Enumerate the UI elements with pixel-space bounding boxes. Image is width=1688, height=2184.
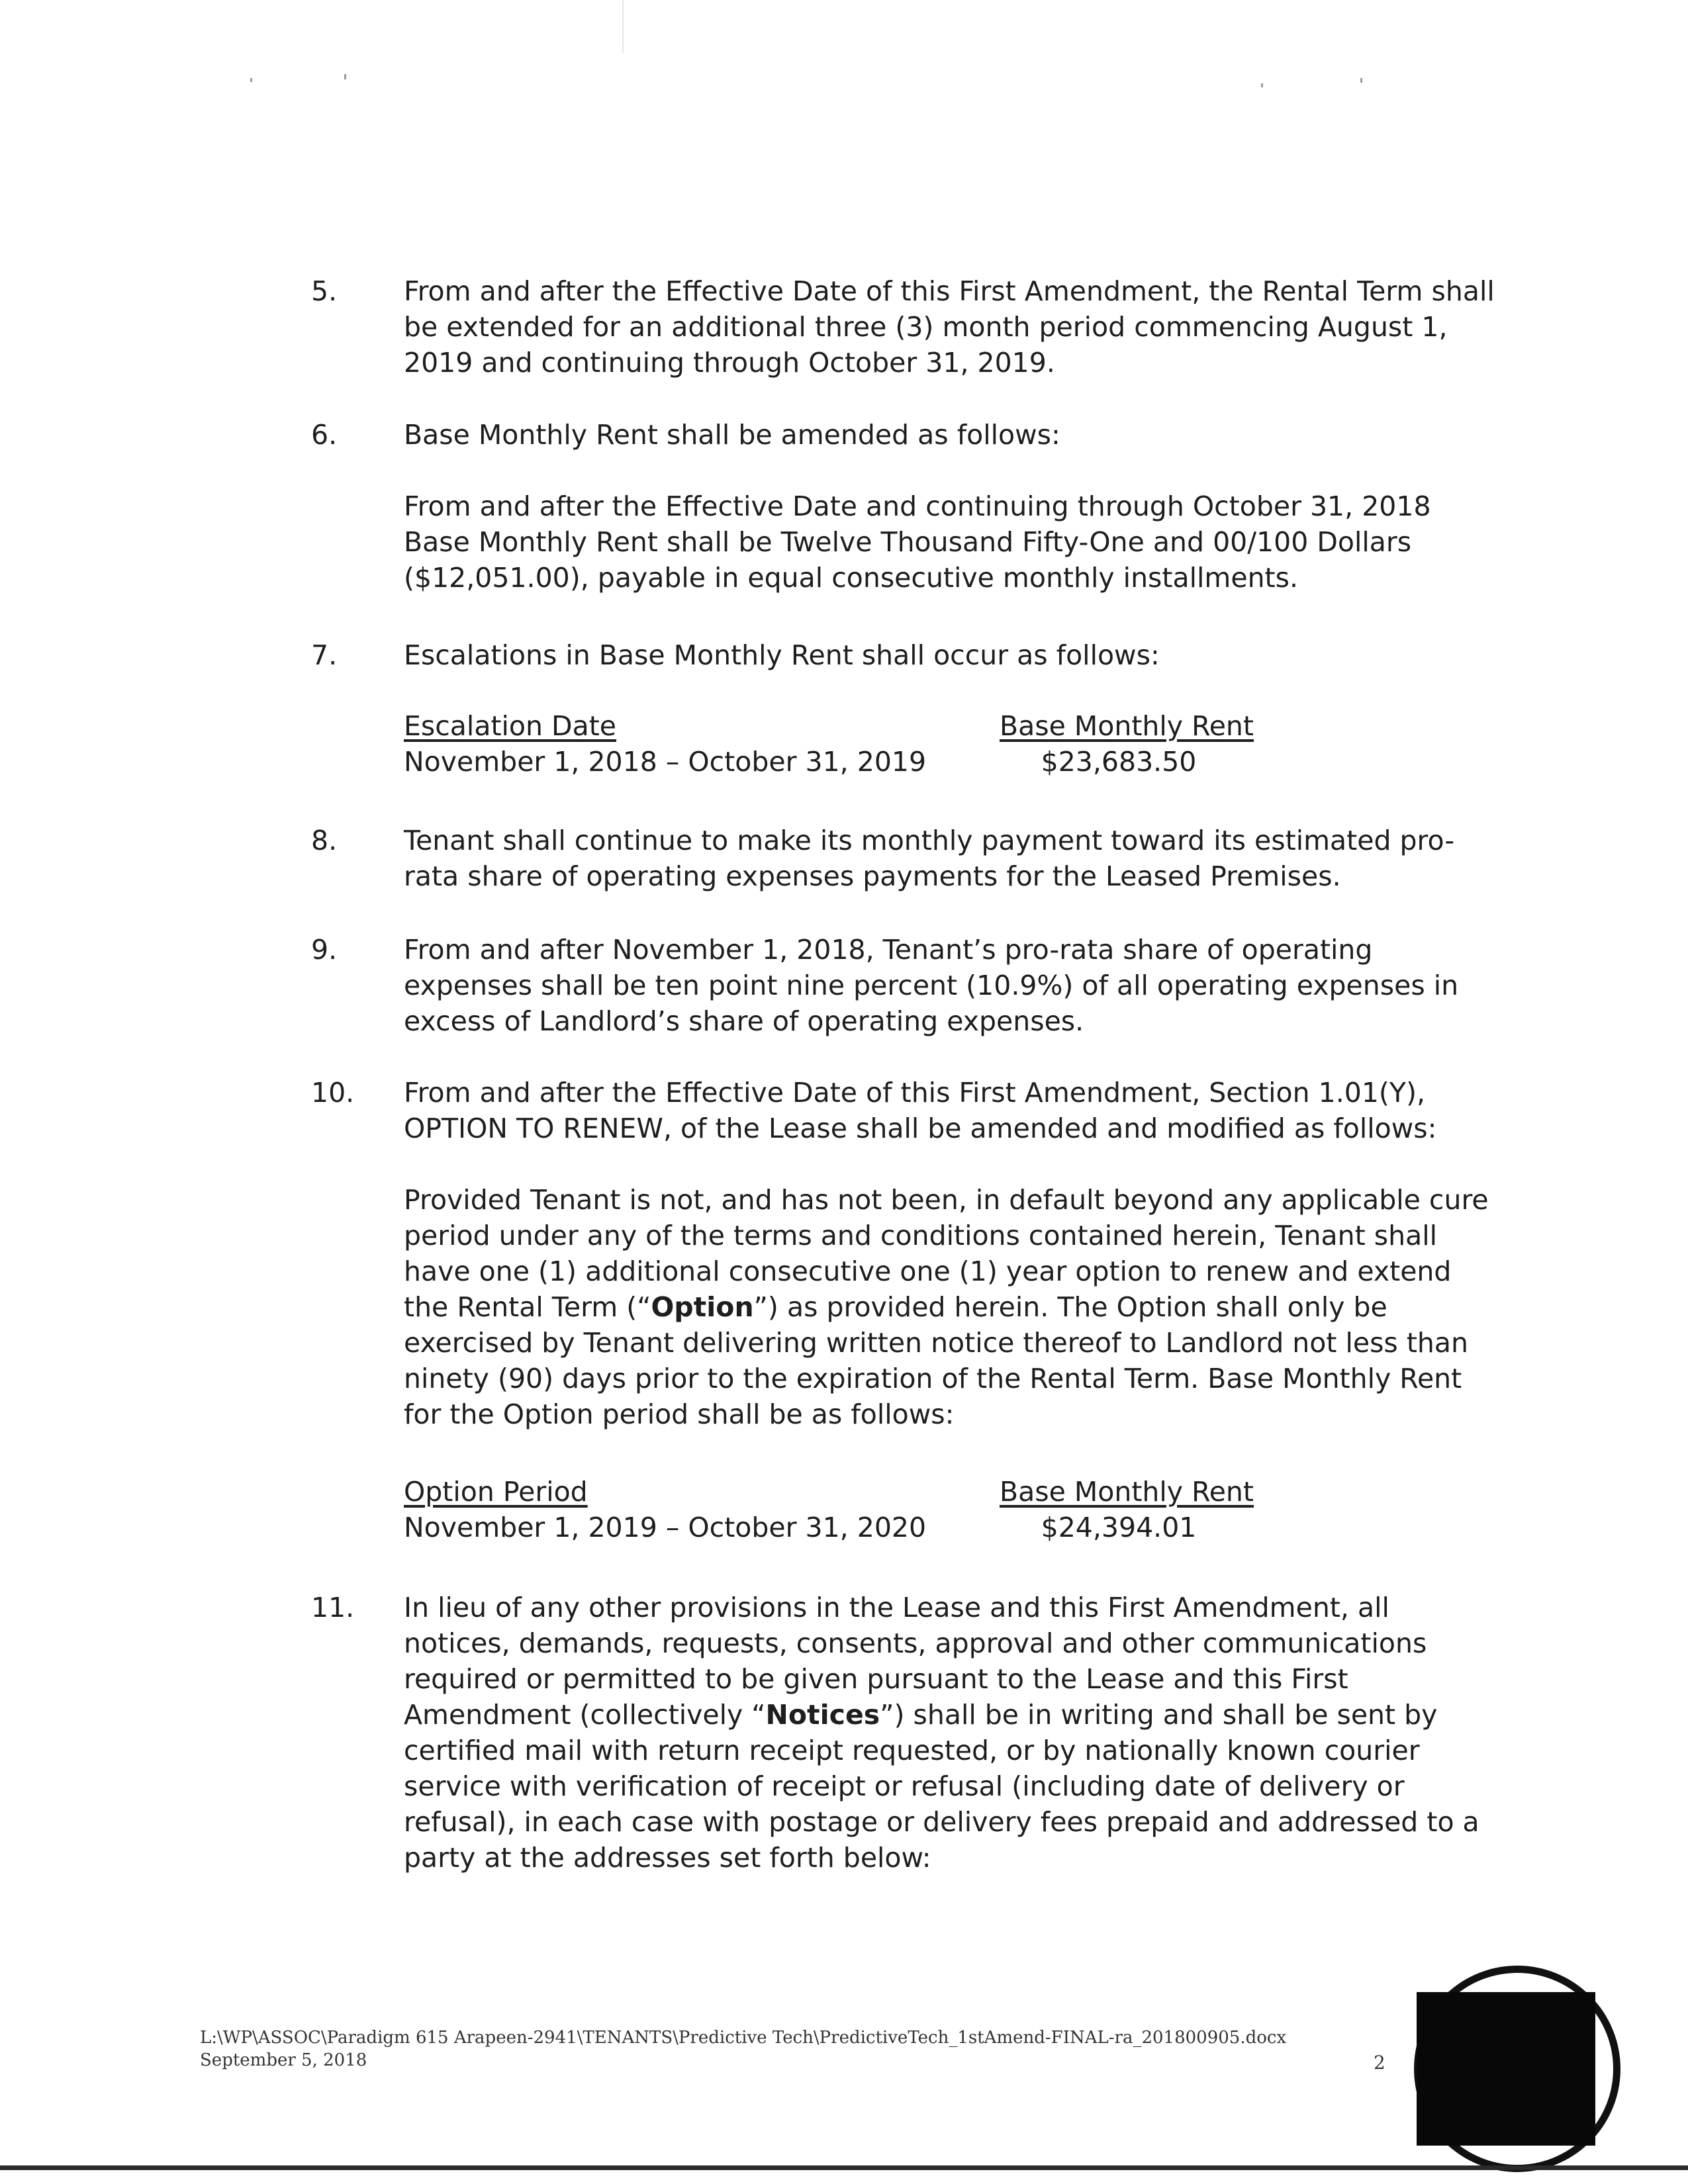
paragraph-5 xyxy=(311,273,1503,381)
paragraph-number: 6. xyxy=(311,419,338,451)
footer-date: September 5, 2018 xyxy=(200,2050,367,2070)
scan-artifact-line xyxy=(622,0,624,53)
paragraph-number: 5. xyxy=(311,275,338,307)
footer-file-path: L:\WP\ASSOC\Paradigm 615 Arapeen-2941\TENANTS\Predictive Tech\PredictiveTech_1stAmend-FINAL-ra_201800905.docx xyxy=(200,2028,1287,2048)
paragraph-number: 8. xyxy=(311,825,338,856)
notices-text-b: ”) shall be in writing and shall be sent by certified mail with return receipt requested, or by nationally known courier service with verification of receipt or refusal (including date of delivery or refusal), in each case with postage or delivery fees prepaid and addressed to a party at the addresses set forth below: xyxy=(404,1699,1479,1874)
escalation-period-cell: November 1, 2018 – October 31, 2019 xyxy=(404,746,927,778)
option-table xyxy=(404,1474,1254,1547)
paragraph-text: From and after November 1, 2018, Tenant’s pro-rata share of operating expenses shall be ten point nine percent (10.9%) of all operating expenses in excess of Landlord’s share of operating expenses. xyxy=(404,934,1459,1037)
paragraph-text: From and after the Effective Date of this First Amendment, the Rental Term shall be extended for an additional three (3) month period commencing August 1, 2019 and continuing through October 31, 2019. xyxy=(404,275,1495,379)
paragraph-subtext: From and after the Effective Date and continuing through October 31, 2018 Base Monthly Rent shall be Twelve Thousand Fifty-One and 00/100 Dollars ($12,051.00), payable in equal consecutive monthly installments. xyxy=(404,490,1431,594)
paragraph-text xyxy=(404,1590,1503,1876)
notices-defined-term: Notices xyxy=(765,1699,880,1731)
paragraph-10 xyxy=(311,1075,1503,1432)
paragraph-number: 9. xyxy=(311,934,338,966)
scan-speck xyxy=(1360,78,1362,83)
paragraph-subtext xyxy=(404,1182,1503,1432)
option-defined-term: Option xyxy=(651,1291,754,1323)
scan-speck xyxy=(1261,83,1263,87)
option-period-header: Option Period xyxy=(404,1476,588,1508)
option-text-a: Provided Tenant is not, and has not been, in default beyond any applicable cure period under any of the terms and conditions contained herein, Tenant shall have one (1) additional consecutive one (1) year option to renew and extend the Rental Term (“ xyxy=(404,1184,1489,1323)
paragraph-text: Tenant shall continue to make its monthly payment toward its estimated pro-rata share of operating expenses payments for the Leased Premises. xyxy=(404,825,1455,892)
option-period-cell: November 1, 2019 – October 31, 2020 xyxy=(404,1512,927,1543)
scan-speck xyxy=(250,78,252,82)
base-monthly-rent-header: Base Monthly Rent xyxy=(1000,1476,1254,1508)
paragraph-number: 7. xyxy=(311,639,338,671)
escalation-date-header: Escalation Date xyxy=(404,710,617,742)
paragraph-text: Base Monthly Rent shall be amended as follows: xyxy=(404,419,1060,451)
option-text-b: ”) as provided herein. The Option shall only be exercised by Tenant delivering written notice thereof to Landlord not less than ninety (90) days prior to the expiration of the Rental Term. Base Monthly Rent for the Option period shall be as follows: xyxy=(404,1291,1468,1430)
scan-bottom-edge xyxy=(0,2165,1688,2170)
paragraph-8 xyxy=(311,823,1503,894)
paragraph-6 xyxy=(311,417,1503,596)
notices-text-a: In lieu of any other provisions in the Lease and this First Amendment, all notices, demands, requests, consents, approval and other communications required or permitted to be given pursuant to the Lease and this First Amendment (collectively “ xyxy=(404,1592,1427,1731)
escalation-table xyxy=(404,708,1254,781)
paragraph-text: Escalations in Base Monthly Rent shall occur as follows: xyxy=(404,639,1160,671)
base-monthly-rent-header: Base Monthly Rent xyxy=(1000,710,1254,742)
scan-speck xyxy=(344,74,346,79)
redaction-box xyxy=(1417,1992,1595,2146)
option-rent-cell: $24,394.01 xyxy=(1041,1512,1197,1543)
escalation-rent-cell: $23,683.50 xyxy=(1041,746,1197,778)
paragraph-11 xyxy=(311,1590,1503,1876)
paragraph-text: From and after the Effective Date of this First Amendment, Section 1.01(Y), OPTION TO RENEW, of the Lease shall be amended and modified as follows: xyxy=(404,1077,1437,1144)
paragraph-number: 11. xyxy=(311,1592,355,1623)
paragraph-9 xyxy=(311,932,1503,1039)
paragraph-7 xyxy=(311,637,1503,673)
paragraph-number: 10. xyxy=(311,1077,355,1109)
page-number: 2 xyxy=(1374,2052,1385,2073)
